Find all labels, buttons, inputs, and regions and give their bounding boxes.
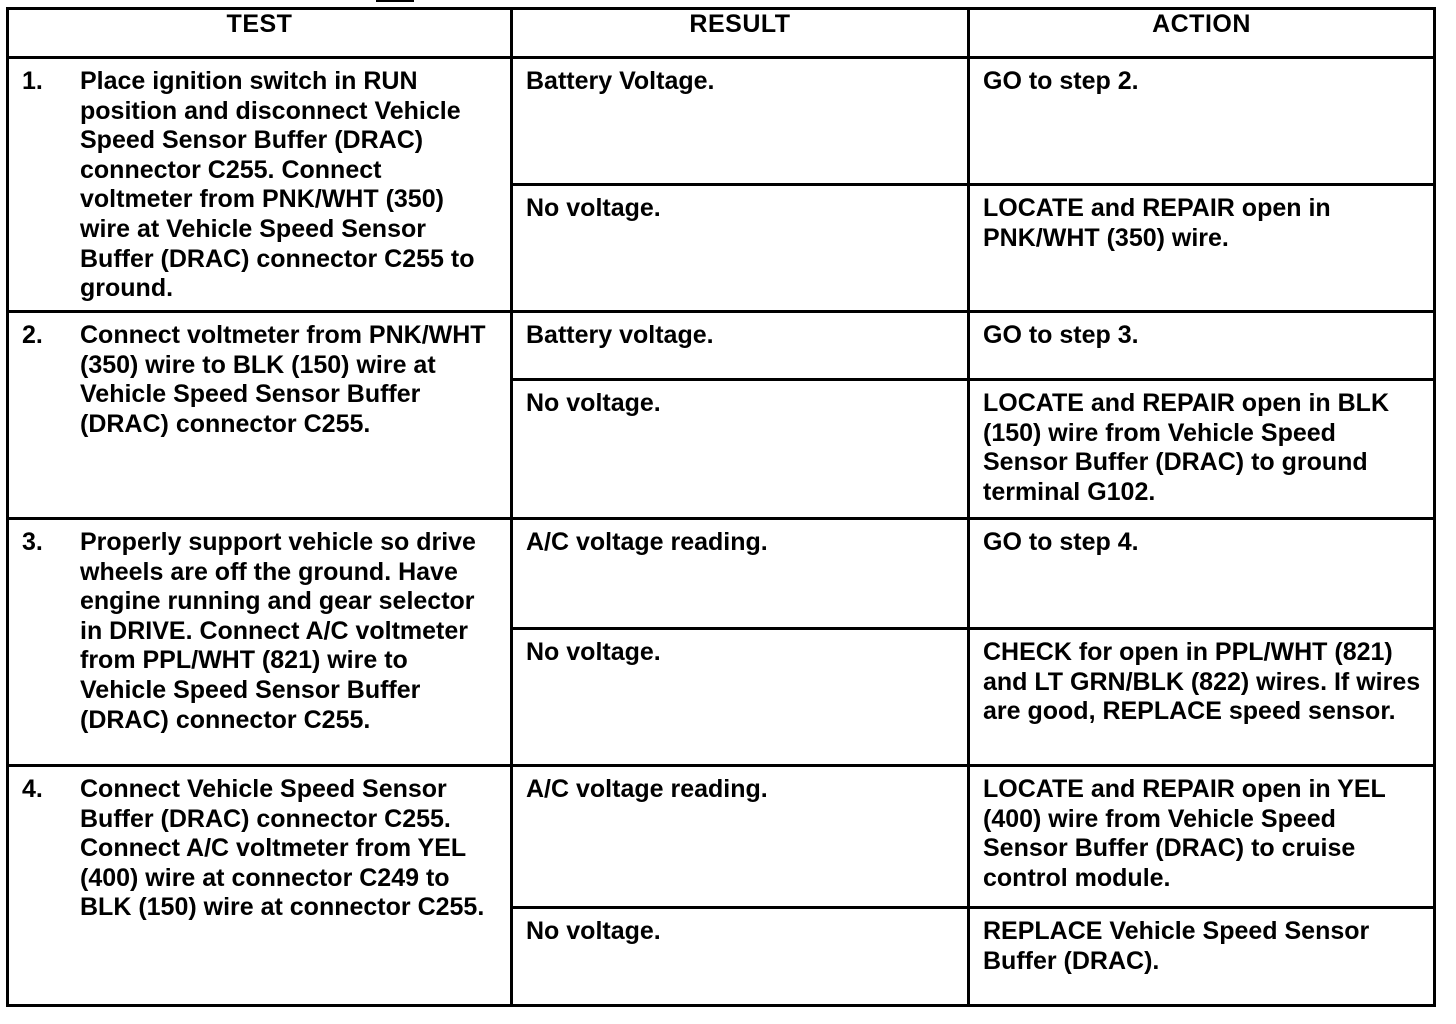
test-description: Connect Vehicle Speed Sensor Buffer (DRAC) connector C255. Connect A/C voltmeter from YEL (400) wire at connector C249 to BLK (150) wire at connector C255. bbox=[80, 775, 485, 922]
result-text: No voltage. bbox=[526, 638, 661, 666]
result-cell bbox=[512, 185, 969, 312]
action-text: LOCATE and REPAIR open in PNK/WHT (350) wire. bbox=[983, 194, 1331, 252]
table-row bbox=[8, 766, 1435, 908]
result-text: A/C voltage reading. bbox=[526, 775, 768, 803]
result-text: No voltage. bbox=[526, 194, 661, 222]
result-text: No voltage. bbox=[526, 917, 661, 945]
result-text: A/C voltage reading. bbox=[526, 528, 768, 556]
step-number: 1. bbox=[22, 67, 43, 95]
step-number: 3. bbox=[22, 528, 43, 556]
header-action: ACTION bbox=[969, 9, 1435, 58]
action-text: GO to step 3. bbox=[983, 321, 1139, 349]
test-cell-step-2 bbox=[8, 312, 512, 519]
scan-edge-mark bbox=[376, 0, 414, 2]
test-cell-step-1 bbox=[8, 58, 512, 312]
action-cell bbox=[969, 185, 1435, 312]
test-description: Place ignition switch in RUN position and disconnect Vehicle Speed Sensor Buffer (DRAC) connector C255. Connect voltmeter from PNK/WHT (350) wire at Vehicle Speed Sensor Buffer (DRAC) connector C255 to ground. bbox=[80, 67, 475, 303]
action-cell bbox=[969, 908, 1435, 1006]
action-text: LOCATE and REPAIR open in YEL (400) wire from Vehicle Speed Sensor Buffer (DRAC) to cruise control module. bbox=[983, 775, 1386, 892]
action-cell bbox=[969, 519, 1435, 629]
test-description: Connect voltmeter from PNK/WHT (350) wire to BLK (150) wire at Vehicle Speed Sensor Buffer (DRAC) connector C255. bbox=[80, 321, 486, 438]
action-cell bbox=[969, 629, 1435, 766]
test-description: Properly support vehicle so drive wheels are off the ground. Have engine running and gear selector in DRIVE. Connect A/C voltmeter from PPL/WHT (821) wire to Vehicle Speed Sensor Buffer (DRAC) connector C255. bbox=[80, 528, 476, 734]
action-cell bbox=[969, 766, 1435, 908]
result-cell bbox=[512, 58, 969, 185]
result-cell bbox=[512, 908, 969, 1006]
action-cell bbox=[969, 380, 1435, 519]
diagnostic-table bbox=[6, 7, 1436, 1007]
action-cell bbox=[969, 58, 1435, 185]
step-number: 4. bbox=[22, 775, 43, 803]
action-text: GO to step 4. bbox=[983, 528, 1139, 556]
result-cell bbox=[512, 519, 969, 629]
result-text: No voltage. bbox=[526, 389, 661, 417]
action-text: GO to step 2. bbox=[983, 67, 1139, 95]
action-text: CHECK for open in PPL/WHT (821) and LT GRN/BLK (822) wires. If wires are good, REPLACE speed sensor. bbox=[983, 638, 1421, 726]
result-text: Battery voltage. bbox=[526, 321, 714, 349]
result-text: Battery Voltage. bbox=[526, 67, 715, 95]
action-text: LOCATE and REPAIR open in BLK (150) wire from Vehicle Speed Sensor Buffer (DRAC) to ground terminal G102. bbox=[983, 389, 1390, 506]
result-cell bbox=[512, 312, 969, 380]
test-cell-step-4 bbox=[8, 766, 512, 1006]
step-number: 2. bbox=[22, 321, 43, 349]
header-row bbox=[8, 9, 1435, 58]
table-row bbox=[8, 58, 1435, 185]
result-cell bbox=[512, 766, 969, 908]
test-cell-step-3 bbox=[8, 519, 512, 766]
action-text: REPLACE Vehicle Speed Sensor Buffer (DRAC). bbox=[983, 917, 1370, 975]
header-test: TEST bbox=[8, 9, 512, 58]
table-row bbox=[8, 312, 1435, 380]
table-row bbox=[8, 519, 1435, 629]
result-cell bbox=[512, 380, 969, 519]
action-cell bbox=[969, 312, 1435, 380]
header-result: RESULT bbox=[512, 9, 969, 58]
result-cell bbox=[512, 629, 969, 766]
